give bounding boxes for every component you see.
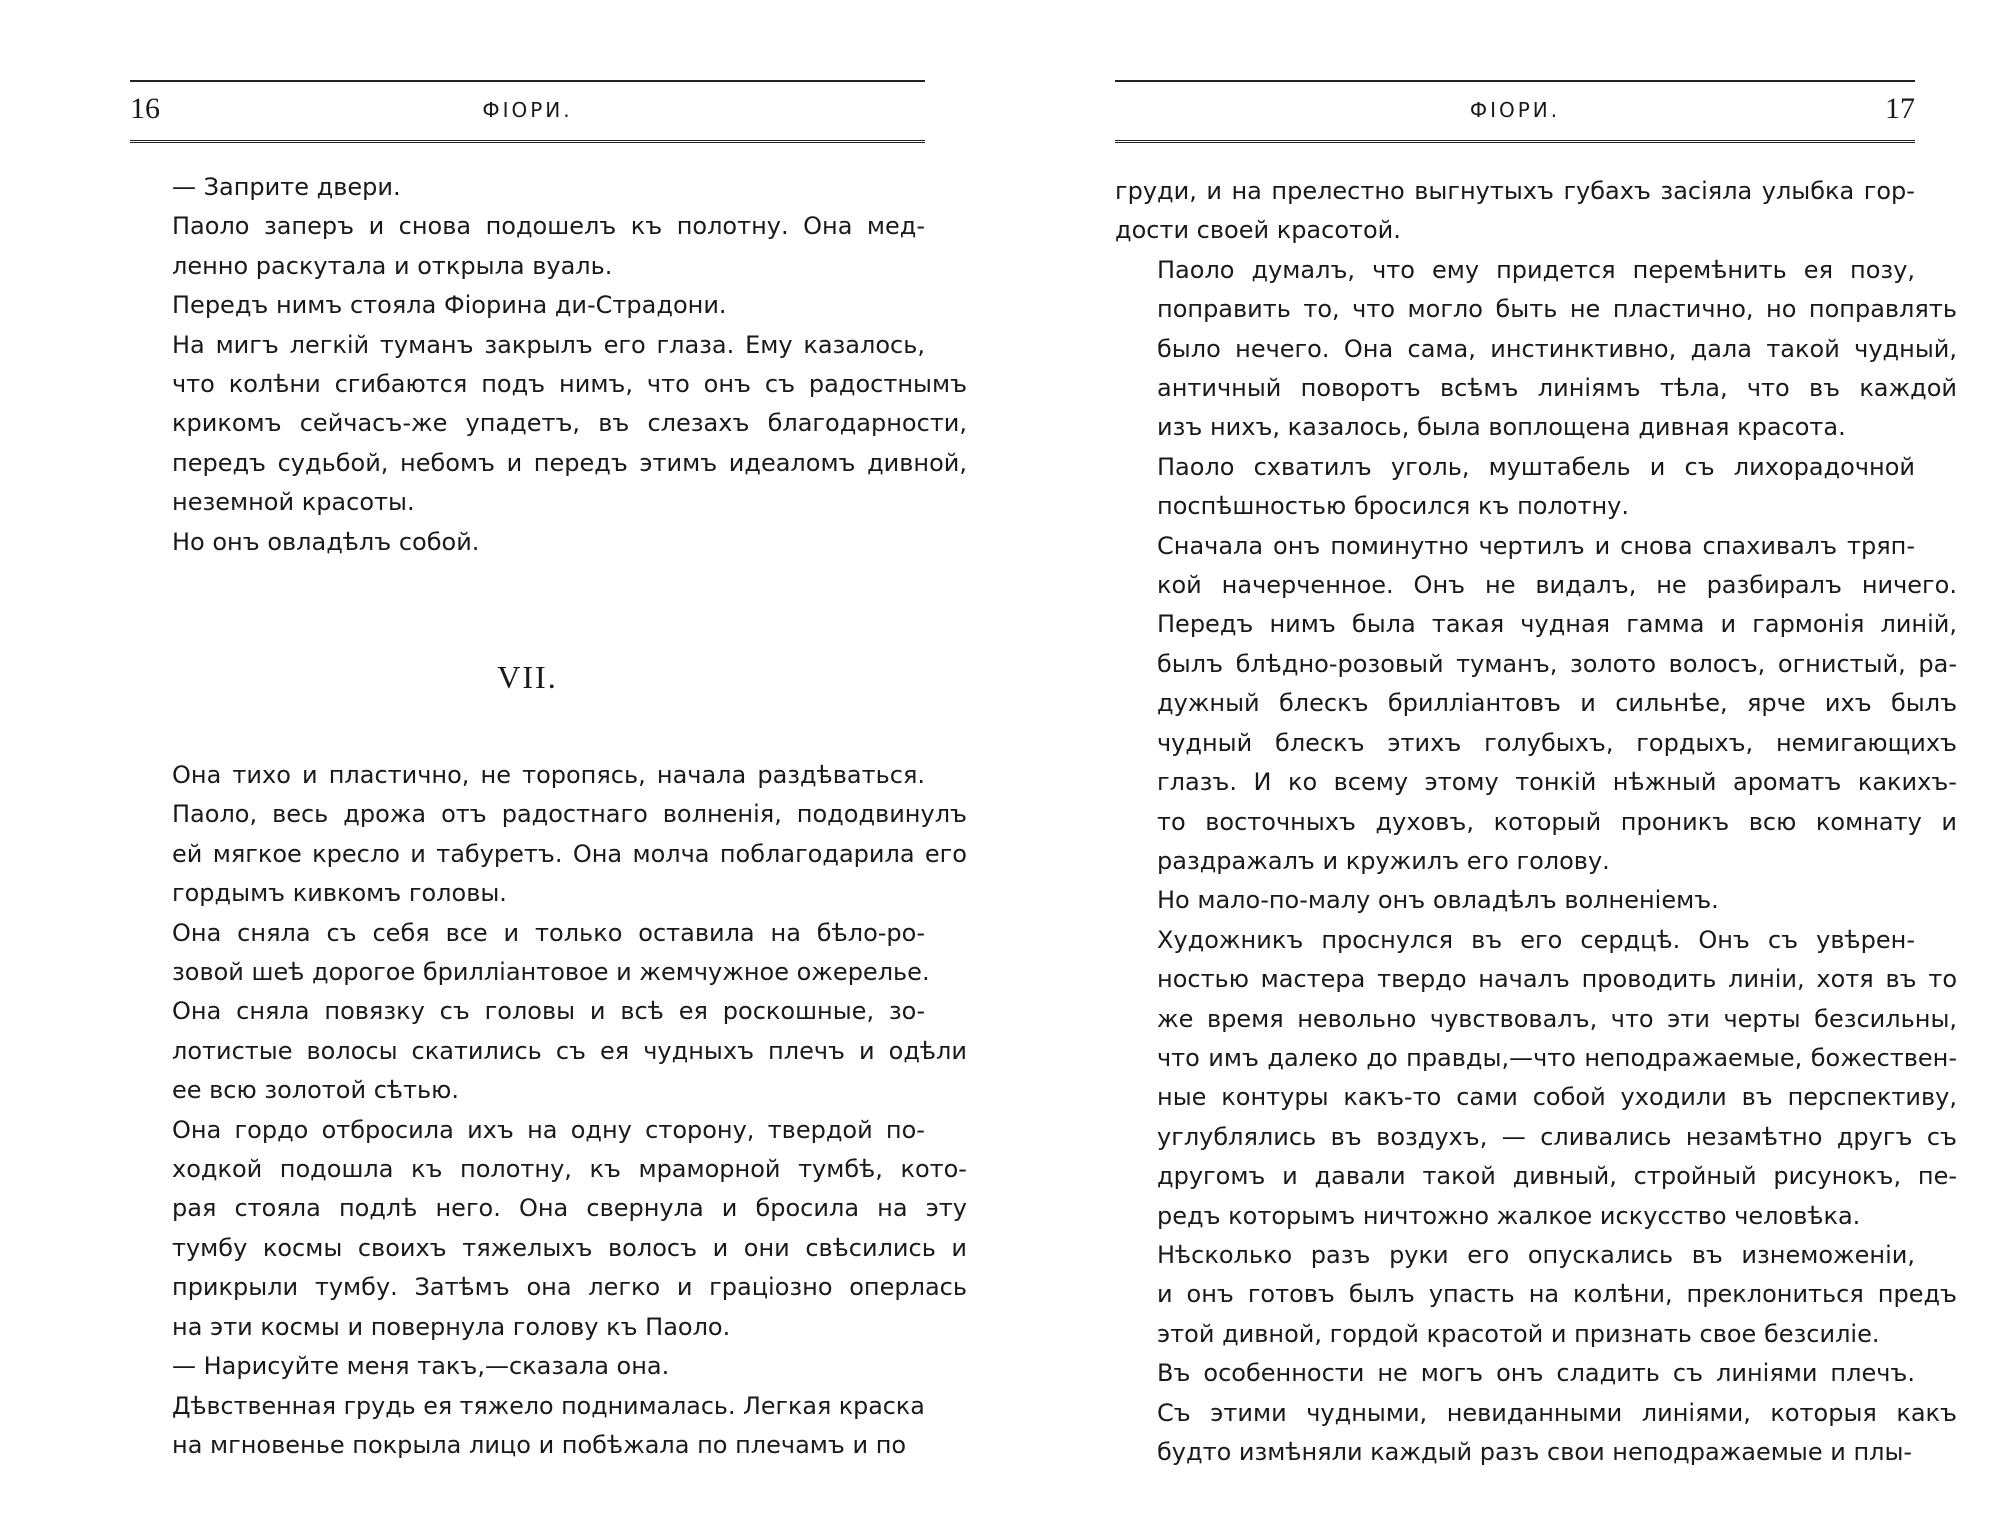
page-number: 17	[1885, 92, 1915, 125]
text-line: Сначала онъ поминутно чертилъ и снова спахивалъ тряп-	[1157, 531, 1916, 560]
paragraph	[130, 523, 925, 562]
text-line: Она сняла съ себя все и только оставила на бѣло-ро-	[172, 918, 925, 947]
text-line: рая стояла подлѣ него. Она свернула и бросила на эту	[172, 1194, 967, 1223]
text-line: Паоло, весь дрожа отъ радостнаго волненiя, пододвинулъ	[172, 800, 967, 829]
text-line: и онъ готовъ былъ упасть на колѣни, преклониться предъ	[1157, 1280, 1958, 1309]
running-title: ФIОРИ.	[482, 98, 573, 122]
text-line: ностью мастера твердо началъ проводить линiи, хотя въ то	[1157, 965, 1957, 994]
text-line: на мгновенье покрыла лицо и побѣжала по плечамъ и по	[172, 1430, 907, 1459]
text-line: ей мягкое кресло и табуретъ. Она молча поблагодарила его	[172, 839, 967, 868]
paragraph	[130, 326, 968, 523]
paragraph	[130, 914, 930, 993]
text-line: то восточныхъ духовъ, который проникъ всю комнату и	[1157, 807, 1957, 836]
text-line: лотистые волосы скатились съ ея чудныхъ плечъ и одѣли	[172, 1036, 967, 1065]
paragraph	[130, 992, 967, 1110]
text-line: на эти космы и повернула голову къ Паоло.	[172, 1312, 731, 1341]
text-line: этой дивной, гордой красотой и признать свое безсилiе.	[1157, 1319, 1880, 1348]
text-line: Она сняла повязку съ головы и всѣ ея роскошные, зо-	[172, 997, 926, 1026]
text-line: поспѣшностью бросился къ полотну.	[1157, 492, 1629, 521]
right-page-text	[1115, 172, 1958, 1472]
text-line: Паоло схватилъ уголь, муштабель и съ лихорадочной	[1157, 452, 1915, 481]
text-line: редъ которымъ ничтожно жалкое искусство человѣка.	[1157, 1201, 1861, 1230]
text-line: чудный блескъ этихъ голубыхъ, гордыхъ, немигающихъ	[1157, 728, 1958, 757]
paragraph	[130, 1111, 968, 1347]
text-line: будто измѣняли каждый разъ свои неподражаемые и плы-	[1157, 1438, 1913, 1466]
text-line: другомъ и давали такой дивный, стройный рисунокъ, пе-	[1157, 1162, 1957, 1191]
text-line: было нечего. Она сама, инстинктивно, дала такой чудный,	[1157, 334, 1958, 363]
text-line: Паоло думалъ, что ему придется перемѣнить ея позу,	[1157, 255, 1916, 284]
running-title: ФIОРИ.	[1469, 98, 1561, 122]
text-line: Она тихо и пластично, не торопясь, начала раздѣваться.	[172, 761, 926, 789]
chapter-heading: VII.	[497, 659, 558, 695]
text-line: античный поворотъ всѣмъ линiямъ тѣла, что въ каждой	[1157, 374, 1958, 403]
page-number: 16	[130, 92, 160, 125]
text-line: глазъ. И ко всему этому тонкiй нѣжный ароматъ какихъ-	[1157, 768, 1957, 797]
left-page	[130, 0, 968, 1536]
paragraph	[130, 286, 925, 325]
text-line: Но онъ овладѣлъ собой.	[172, 527, 480, 556]
text-line: ходкой подошла къ полотну, къ мраморной тумбѣ, кото-	[172, 1155, 967, 1184]
text-line: Паоло заперъ и снова подошелъ къ полотну. Она мед-	[172, 212, 926, 241]
text-line: Она гордо отбросила ихъ на одну сторону, твердой по-	[172, 1115, 925, 1144]
text-line: Нѣсколько разъ руки его опускались въ изнеможенiи,	[1157, 1240, 1915, 1269]
text-line: что имъ далеко до правды,—что неподражаемые, божествен-	[1157, 1043, 1958, 1072]
text-line: крикомъ сейчасъ-же упадетъ, въ слезахъ благодарности,	[172, 409, 968, 438]
left-page-text-bottom	[130, 756, 968, 1465]
text-line: Но мало-по-малу онъ овладѣлъ волненiемъ.	[1157, 886, 1719, 915]
text-line: углублялись въ воздухъ, — сливались незамѣтно другъ съ	[1157, 1122, 1958, 1151]
text-line: изъ нихъ, казалось, была воплощена дивная красота.	[1157, 413, 1846, 442]
paragraph	[130, 207, 925, 286]
right-page-header	[1115, 80, 1915, 143]
paragraph	[130, 168, 925, 207]
paragraph	[130, 1387, 925, 1466]
text-line: Дѣвственная грудь ея тяжело поднималась. Легкая краска	[172, 1391, 925, 1420]
left-page-header	[130, 80, 925, 143]
text-line: — Заприте двери.	[172, 173, 401, 201]
text-line: что колѣни сгибаются подъ нимъ, что онъ съ радостнымъ	[172, 370, 968, 399]
text-line: Художникъ проснулся въ его сердцѣ. Онъ съ увѣрен-	[1157, 925, 1915, 954]
paragraph	[130, 756, 967, 914]
text-line: неземной красоты.	[172, 488, 415, 517]
text-line: прикрыли тумбу. Затѣмъ она легко и грацiозно оперлась	[172, 1273, 967, 1302]
text-line: былъ блѣдно-розовый туманъ, золото волосъ, огнистый, ра-	[1157, 649, 1957, 678]
text-line: ные контуры какъ-то сами собой уходили въ перспективу,	[1157, 1083, 1957, 1112]
text-line: Въ особенности не могъ онъ сладить съ линiями плечъ.	[1157, 1359, 1915, 1388]
text-line: дости своей красотой.	[1115, 216, 1401, 245]
text-line: кой начерченное. Онъ не видалъ, не разбиралъ ничего.	[1157, 571, 1957, 600]
paragraph	[1115, 881, 1915, 920]
text-line: Съ этими чудными, невиданными линiями, которыя какъ	[1157, 1398, 1958, 1427]
text-line: передъ судьбой, небомъ и передъ этимъ идеаломъ дивной,	[172, 448, 968, 477]
text-line: Передъ нимъ была такая чудная гамма и гармонiя линiй,	[1157, 610, 1958, 639]
paragraph	[1115, 527, 1958, 882]
paragraph	[1115, 448, 1915, 527]
text-line: же время невольно чувствовалъ, что эти черты безсильны,	[1157, 1004, 1958, 1033]
text-line: — Нарисуйте меня такъ,—сказала она.	[172, 1352, 670, 1381]
text-line: тумбу космы своихъ тяжелыхъ волосъ и они свѣсились и	[172, 1233, 968, 1262]
paragraph	[1115, 172, 1915, 251]
text-line: ленно раскутала и открыла вуаль.	[172, 251, 613, 280]
paragraph	[130, 1347, 925, 1386]
text-line: поправить то, что могло быть не пластично, но поправлять	[1157, 295, 1957, 324]
right-page	[1115, 0, 1958, 1536]
paragraph	[1115, 921, 1958, 1236]
text-line: зовой шеѣ дорогое бриллiантовое и жемчужное ожерелье.	[172, 958, 930, 987]
paragraph	[1115, 1236, 1958, 1354]
paragraph	[1115, 1354, 1958, 1472]
text-line: ее всю золотой сѣтью.	[172, 1076, 459, 1105]
text-line: дужный блескъ бриллiантовъ и сильнѣе, ярче ихъ былъ	[1157, 689, 1958, 718]
text-line: Передъ нимъ стояла Фiорина ди-Страдони.	[172, 291, 727, 320]
text-line: гордымъ кивкомъ головы.	[172, 879, 507, 908]
paragraph	[1115, 251, 1958, 448]
text-line: На мигъ легкiй туманъ закрылъ его глаза. Ему казалось,	[172, 330, 926, 359]
text-line: раздражалъ и кружилъ его голову.	[1157, 846, 1610, 875]
left-page-text-top	[130, 168, 968, 562]
text-line: груди, и на прелестно выгнутыхъ губахъ засiяла улыбка гор-	[1115, 177, 1915, 205]
